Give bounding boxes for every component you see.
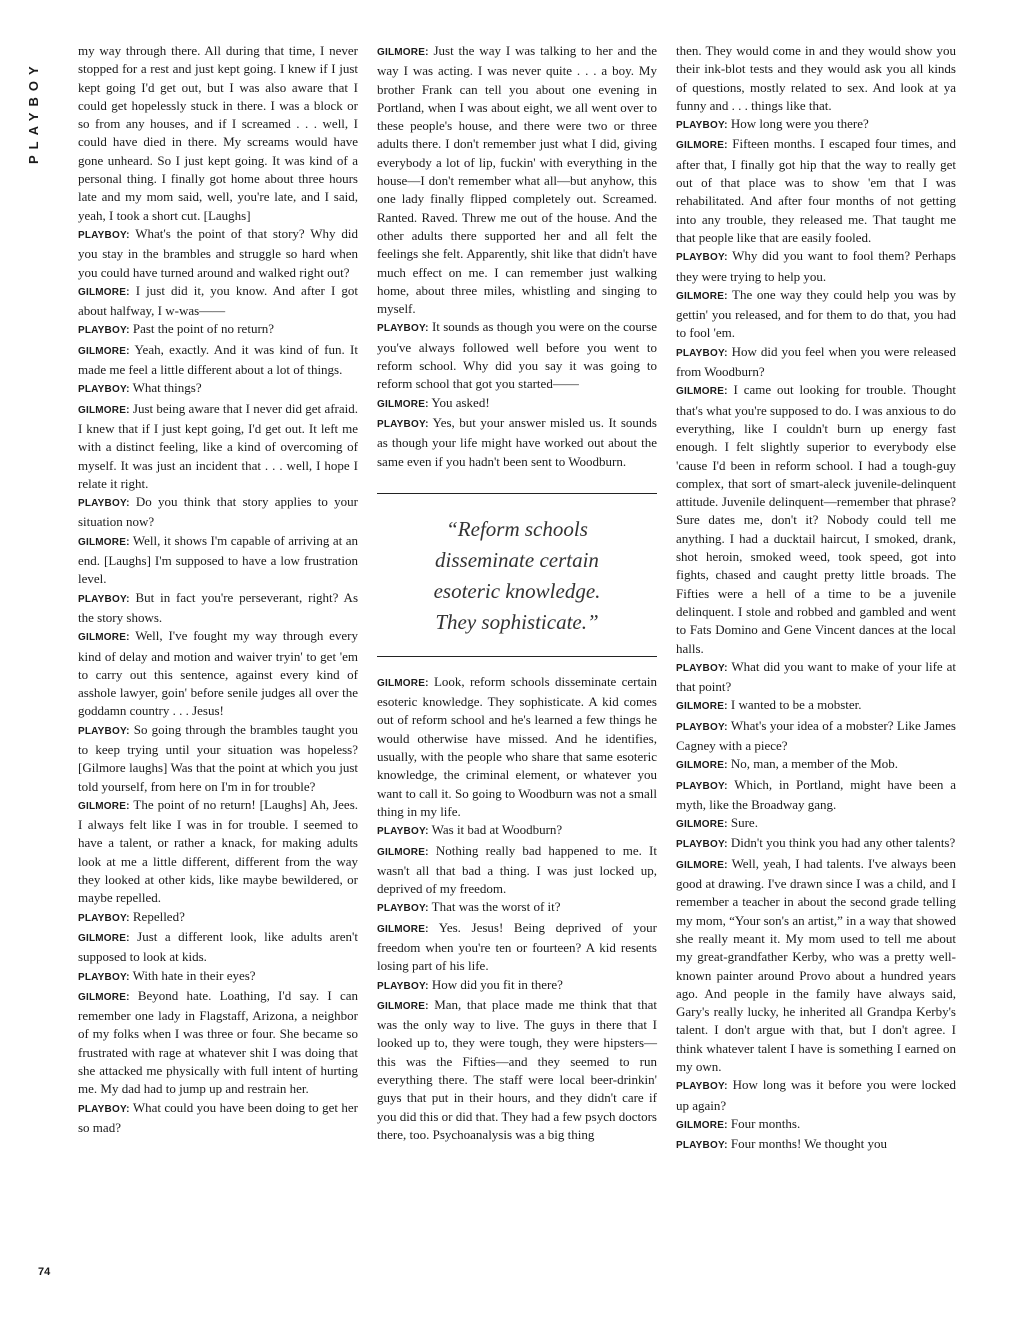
paragraph-text: The one way they could help you was by gettin' you released, and for them to do that, you had to fool 'em. bbox=[676, 286, 956, 341]
paragraph-text: Look, reform schools disseminate certain esoteric knowledge. They sophisticate. A kid comes out of reform school and he's learned a few things he would otherwise have missed. And he identifies, usually, with the people who share that same esoteric knowledge, the criminal element, or whatever you want to call it. So going to Woodburn was not a small thing in my life. bbox=[377, 673, 657, 819]
interview-paragraph bbox=[676, 42, 956, 115]
paragraph-text: But in fact you're perseverant, right? As the story shows. bbox=[78, 589, 359, 625]
speaker-label: PLAYBOY: bbox=[78, 725, 130, 737]
paragraph-text: then. They would come in and they would show you their ink-blot tests and they would ask you all kinds of questions, mostly related to sex. And look at ya funny and . . . things like that. bbox=[676, 43, 956, 113]
speaker-label: GILMORE: bbox=[377, 923, 429, 935]
paragraph-text: No, man, a member of the Mob. bbox=[730, 756, 899, 772]
speaker-label: GILMORE: bbox=[78, 345, 130, 357]
page-number: 74 bbox=[38, 1266, 51, 1278]
speaker-label: GILMORE: bbox=[78, 991, 130, 1003]
paragraph-text: Just the way I was talking to her and the way I was acting. I was never quite . . . a boy. My brother Frank can tell you about one evening in Portland, when I was about eight, we all went over to these people's house, and there were two or three adults there. I don't remember just what I did, giving everybody a lot of lip, fuckin' with everything in the house—I don't remember what all—but anyhow, this one lady finally flipped completely out. Screamed. Ranted. Raved. Threw me out of the house. And the other adults there supported her and all felt the feelings she felt. Apparently, shit like that didn't have much effect on me. I can remember just walking home, about three miles, whistling and singing to myself. bbox=[377, 43, 657, 317]
paragraph-text: Fifteen months. I escaped four times, and after that, I finally got hip that the way to really get out of that place was to show 'em that I was rehabilitated. And after four months of not getting into any trouble, they released me. That taught me that people like that are easily fooled. bbox=[676, 136, 957, 245]
speaker-label: GILMORE: bbox=[377, 47, 429, 58]
interview-paragraph bbox=[676, 855, 956, 1077]
paragraph-text: What's the point of that story? Why did you stay in the brambles and struggle so hard when you could have turned around and walked right out? bbox=[78, 225, 358, 280]
paragraph-text: Man, that place made me think that that was the only way to live. The guys in there that I looked up to, they were tough, they were hipsters—this was the Fifties—and they seemed to run everything there. The staff were local beer-drinkin' guys that put in their hours, and they didn't care if you did this or did that. They had a few psych doctors there, too. Psychoanalysis was a big thing bbox=[377, 996, 658, 1142]
paragraph-text: I came out looking for trouble. Thought that's what you're supposed to do. I was anxious to do everything, like I couldn't burn up energy fast enough. I felt slightly superior to everybody else 'cause I'd been in reform school. I had a tough-guy complex, that sort of smart-aleck juvenile-delinquent attitude. Juvenile delinquent—remember that phrase? Sure dates me, don't it? Nobody could tell me anything. I had a ducktail haircut, I smoked, drank, shot heroin, smoked weed, took speed, got into fights, chased and caught pretty little broads. The Fifties were a hell of a time to be a juvenile delinquent. I stole and robbed and gambled and went to Fats Domino and Gene Vincent dances at the local halls. bbox=[676, 382, 957, 656]
interview-paragraph bbox=[377, 42, 657, 318]
magazine-name: PLAYBOY bbox=[26, 60, 41, 164]
speaker-label: PLAYBOY: bbox=[676, 662, 728, 674]
speaker-label: PLAYBOY: bbox=[377, 323, 429, 335]
interview-paragraph bbox=[676, 1135, 956, 1155]
speaker-label: PLAYBOY: bbox=[676, 120, 728, 132]
paragraph-text: Do you think that story applies to your situation now? bbox=[78, 494, 358, 530]
paragraph-text: You asked! bbox=[431, 394, 490, 410]
speaker-label: PLAYBOY: bbox=[676, 252, 728, 264]
speaker-label: PLAYBOY: bbox=[78, 229, 130, 241]
text-column-3 bbox=[676, 42, 956, 1156]
interview-paragraph bbox=[676, 1076, 956, 1115]
interview-paragraph bbox=[78, 320, 358, 340]
interview-paragraph bbox=[377, 996, 657, 1144]
speaker-label: GILMORE: bbox=[78, 632, 130, 644]
speaker-label: GILMORE: bbox=[78, 286, 130, 298]
interview-paragraph bbox=[78, 225, 358, 282]
interview-paragraph bbox=[78, 532, 358, 589]
paragraph-text: Sure. bbox=[730, 815, 758, 831]
interview-paragraph bbox=[78, 379, 358, 399]
speaker-label: PLAYBOY: bbox=[377, 418, 429, 430]
paragraph-text: I just did it, you know. And after I got about halfway, I w-was—— bbox=[78, 282, 359, 319]
speaker-label: GILMORE: bbox=[676, 701, 728, 713]
interview-paragraph bbox=[377, 842, 657, 899]
speaker-label: GILMORE: bbox=[676, 386, 728, 398]
speaker-label: PLAYBOY: bbox=[377, 826, 429, 838]
interview-paragraph bbox=[78, 282, 358, 321]
paragraph-text: Beyond hate. Loathing, I'd say. I can remember one lady in Flagstaff, Arizona, a neighbor of my folks when I was three or four. She became so frustrated with rage at whatever shit I was doing that she attacked me physically with full intent of hurting me. My dad had to jump up and restrain her. bbox=[78, 987, 358, 1097]
paragraph-text: Yes, but your answer misled us. It sounds as though your life might have worked out about the same even if you hadn't been sent to Woodburn. bbox=[377, 414, 657, 469]
column-2-upper-text bbox=[377, 42, 657, 471]
pull-quote-line: esoteric knowledge. bbox=[433, 578, 601, 603]
paragraph-text: Just a different look, like adults aren't supposed to look at kids. bbox=[78, 928, 359, 965]
magazine-running-title bbox=[26, 44, 46, 164]
speaker-label: PLAYBOY: bbox=[78, 325, 130, 337]
paragraph-text: With hate in their eyes? bbox=[132, 967, 256, 983]
paragraph-text: What things? bbox=[132, 380, 202, 396]
speaker-label: PLAYBOY: bbox=[676, 1140, 728, 1152]
interview-paragraph bbox=[78, 589, 358, 628]
interview-paragraph bbox=[377, 414, 657, 471]
column-2-lower-text bbox=[377, 673, 657, 1144]
paragraph-text: That was the worst of it? bbox=[431, 899, 561, 915]
speaker-label: GILMORE: bbox=[676, 859, 728, 871]
paragraph-text: Didn't you think you had any other talents? bbox=[730, 835, 956, 851]
paragraph-text: Nothing really bad happened to me. It wasn't all that bad a thing. I was just locked up, deprived of my freedom. bbox=[377, 842, 657, 897]
paragraph-text: Past the point of no return? bbox=[132, 321, 275, 337]
paragraph-text: Four months. bbox=[730, 1115, 801, 1131]
interview-paragraph bbox=[676, 755, 956, 775]
speaker-label: PLAYBOY: bbox=[78, 912, 130, 924]
speaker-label: PLAYBOY: bbox=[78, 498, 130, 510]
interview-paragraph bbox=[377, 976, 657, 996]
interview-paragraph bbox=[676, 834, 956, 854]
paragraph-text: The point of no return! [Laughs] Ah, Jees. I always felt like I was in for trouble. I seemed to have a talent, or rather a knack, for making adults look at me a little different, different from the way they looked at other kids, like maybe bewildered, or maybe repelled. bbox=[78, 796, 359, 906]
paragraph-text: How long was it before you were locked up again? bbox=[676, 1077, 957, 1113]
interview-paragraph bbox=[676, 717, 956, 756]
speaker-label: GILMORE: bbox=[78, 404, 130, 416]
paragraph-text: How long were you there? bbox=[730, 116, 869, 132]
paragraph-text: Was it bad at Woodburn? bbox=[431, 822, 563, 838]
interview-paragraph bbox=[676, 247, 956, 286]
paragraph-text: Four months! We thought you bbox=[730, 1136, 888, 1152]
speaker-label: GILMORE: bbox=[676, 760, 728, 772]
paragraph-text: So going through the brambles taught you to keep trying until your situation was hopeless? [Gilmore laughs] Was that the point at which you just told yourself, from here on I'm in for trouble? bbox=[78, 721, 359, 794]
pull-quote-line: They sophisticate.” bbox=[435, 609, 599, 634]
paragraph-text: Yeah, exactly. And it was kind of fun. It made me feel a little different about a lot of things. bbox=[78, 341, 358, 378]
speaker-label: GILMORE: bbox=[78, 800, 130, 812]
pull-quote bbox=[377, 493, 657, 657]
interview-paragraph bbox=[377, 919, 657, 976]
speaker-label: GILMORE: bbox=[78, 932, 130, 944]
interview-paragraph bbox=[78, 721, 358, 796]
paragraph-text: Well, it shows I'm capable of arriving at an end. [Laughs] I'm supposed to have a low frustration level. bbox=[78, 532, 359, 587]
paragraph-text: It sounds as though you were on the course you've always followed well before you went to reform school. Why did you say it was going to reform school that got you started—— bbox=[377, 319, 657, 392]
speaker-label: PLAYBOY: bbox=[78, 971, 130, 983]
interview-paragraph bbox=[377, 394, 657, 414]
speaker-label: PLAYBOY: bbox=[676, 347, 728, 359]
interview-paragraph bbox=[78, 796, 358, 908]
speaker-label: GILMORE: bbox=[377, 677, 429, 689]
speaker-label: GILMORE: bbox=[676, 140, 728, 152]
paragraph-text: What did you want to make of your life at that point? bbox=[676, 658, 956, 695]
paragraph-text: How did you fit in there? bbox=[431, 976, 563, 992]
interview-paragraph bbox=[676, 135, 956, 247]
interview-paragraph bbox=[676, 776, 956, 815]
paragraph-text: Well, I've fought my way through every kind of delay and motion and waiver tryin' to get 'em to carry out this sentence, against every kind of asshole lawyer, goin' before senile judges all over the goddamn country . . . Jesus! bbox=[78, 628, 358, 719]
speaker-label: PLAYBOY: bbox=[377, 980, 429, 992]
speaker-label: GILMORE: bbox=[676, 819, 728, 831]
paragraph-text: Why did you want to fool them? Perhaps they were trying to help you. bbox=[676, 248, 956, 284]
interview-paragraph bbox=[78, 341, 358, 380]
speaker-label: GILMORE: bbox=[377, 398, 429, 410]
interview-paragraph bbox=[78, 42, 358, 225]
speaker-label: GILMORE: bbox=[78, 536, 130, 548]
speaker-label: PLAYBOY: bbox=[676, 780, 728, 792]
interview-paragraph bbox=[78, 928, 358, 967]
paragraph-text: How did you feel when you were released from Woodburn? bbox=[676, 343, 956, 380]
interview-paragraph bbox=[78, 1099, 358, 1138]
interview-paragraph bbox=[676, 1115, 956, 1135]
paragraph-text: Repelled? bbox=[132, 908, 185, 924]
pull-quote-line: disseminate certain bbox=[435, 547, 599, 572]
interview-paragraph bbox=[377, 898, 657, 918]
interview-paragraph bbox=[676, 814, 956, 834]
speaker-label: PLAYBOY: bbox=[78, 384, 130, 396]
interview-paragraph bbox=[377, 318, 657, 393]
paragraph-text: Just being aware that I never did get afraid. I knew that if I just kept going, I'd get out. It left me with a distinct feeling, like a kind of overcoming of myself. It was just an incident that . . . well, I hope I relate it right. bbox=[78, 400, 358, 491]
interview-paragraph bbox=[78, 400, 358, 493]
paragraph-text: I wanted to be a mobster. bbox=[730, 697, 862, 713]
paragraph-text: What could you have been doing to get her so mad? bbox=[78, 1099, 358, 1135]
paragraph-text: Which, in Portland, might have been a myth, like the Broadway gang. bbox=[676, 776, 956, 812]
text-column-2 bbox=[377, 42, 657, 1144]
interview-paragraph bbox=[676, 658, 956, 697]
speaker-label: GILMORE: bbox=[377, 846, 429, 858]
speaker-label: PLAYBOY: bbox=[676, 721, 728, 733]
speaker-label: PLAYBOY: bbox=[377, 903, 429, 915]
text-column-1 bbox=[78, 42, 358, 1137]
pull-quote-line: “Reform schools bbox=[446, 516, 588, 541]
interview-paragraph bbox=[78, 493, 358, 532]
speaker-label: PLAYBOY: bbox=[78, 593, 130, 605]
interview-paragraph bbox=[676, 115, 956, 135]
interview-paragraph bbox=[676, 696, 956, 716]
interview-paragraph bbox=[78, 967, 358, 987]
interview-paragraph bbox=[78, 987, 358, 1099]
speaker-label: GILMORE: bbox=[377, 1000, 429, 1012]
speaker-label: PLAYBOY: bbox=[676, 839, 728, 851]
interview-paragraph bbox=[377, 673, 657, 821]
interview-paragraph bbox=[676, 381, 956, 657]
speaker-label: PLAYBOY: bbox=[676, 1081, 728, 1093]
interview-paragraph bbox=[676, 343, 956, 382]
speaker-label: GILMORE: bbox=[676, 1119, 728, 1131]
interview-paragraph bbox=[377, 821, 657, 841]
paragraph-text: Yes. Jesus! Being deprived of your freedom when you're ten or fourteen? A kid resents losing part of his life. bbox=[377, 919, 657, 974]
paragraph-text: What's your idea of a mobster? Like James Cagney with a piece? bbox=[676, 717, 956, 753]
interview-paragraph bbox=[676, 286, 956, 343]
paragraph-text: my way through there. All during that time, I never stopped for a rest and just kept going. I knew if I just kept going I'd get out, but I was also aware that I could get hopelessly stuck in there. I was a block or so from any houses, and if I screamed . . . well, I could have died in there. My screams would have gone unheard. So I just kept going. It was kind of a personal thing. I finally got home about three hours late and my mom said, well, you're late, and I said, yeah, I took a short cut. [Laughs] bbox=[78, 43, 358, 223]
speaker-label: PLAYBOY: bbox=[78, 1103, 130, 1115]
paragraph-text: Well, yeah, I had talents. I've always been good at drawing. I've drawn since I was a child, and I remember a teacher in about the second grade telling my mom, “Your son's an artist,” in a way that showed she really meant it. My mom used to tell me about my great-grandfather Kerby, who was a pretty well-known painter around Provo about a hundred years ago. And people in the family have always said, Gary's really lucky, he inherited all Grandpa Kerby's talent. I don't argue with that, but I don't agree. I think whatever talent I have is something I earned on my own. bbox=[676, 855, 956, 1075]
speaker-label: GILMORE: bbox=[676, 290, 728, 302]
interview-paragraph bbox=[78, 908, 358, 928]
interview-paragraph bbox=[78, 627, 358, 720]
